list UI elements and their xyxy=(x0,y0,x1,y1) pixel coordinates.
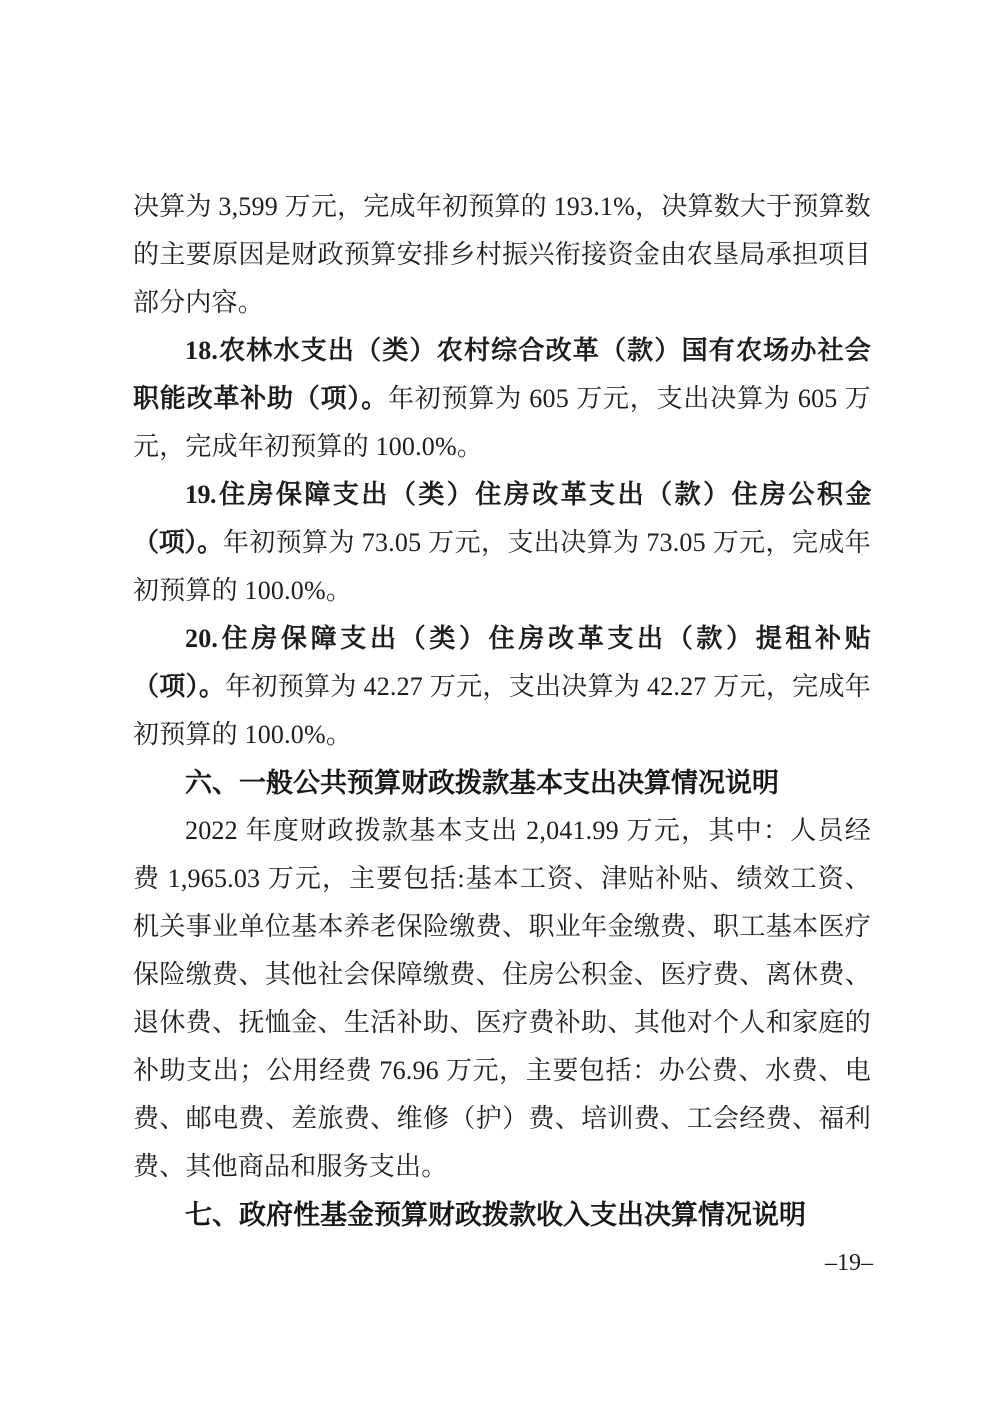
section-heading-seven: 七、政府性基金预算财政拨款收入支出决算情况说明 xyxy=(185,1200,806,1230)
paragraph-item-19 xyxy=(133,471,871,615)
item-18-lead: 18.农林水支出（类）农村综合改革（款）国有农场办社会职能改革补助（项）。 xyxy=(133,336,871,413)
item-18-body: 年初预算为 605 万元，支出决算为 605 万元，完成年初预算的 100.0%。 xyxy=(133,384,871,461)
paragraph-item-18 xyxy=(133,327,871,471)
item-19-body: 年初预算为 73.05 万元，支出决算为 73.05 万元，完成年初预算的 100.0%。 xyxy=(133,528,871,605)
paragraph-section-six: 2022 年度财政拨款基本支出 2,041.99 万元，其中：人员经费 1,965.03 万元，主要包括:基本工资、津贴补贴、绩效工资、机关事业单位基本养老保险缴费、职业年金缴费、职工基本医疗保险缴费、其他社会保障缴费、住房公积金、医疗费、离休费、退休费、抚恤金、生活补助、医疗费补助、其他对个人和家庭的补助支出；公用经费 76.96 万元，主要包括：办公费、水费、电费、邮电费、差旅费、维修（护）费、培训费、工会经费、福利费、其他商品和服务支出。 xyxy=(133,816,871,1181)
item-19-lead: 19.住房保障支出（类）住房改革支出（款）住房公积金（项）。 xyxy=(133,480,871,557)
page-number: –19– xyxy=(825,1250,873,1276)
item-20-lead: 20.住房保障支出（类）住房改革支出（款）提租补贴（项）。 xyxy=(133,624,871,701)
item-20-body: 年初预算为 42.27 万元，支出决算为 42.27 万元，完成年初预算的 100.0%。 xyxy=(133,672,871,749)
paragraph-item-20 xyxy=(133,615,871,759)
section-heading-six: 六、一般公共预算财政拨款基本支出决算情况说明 xyxy=(185,768,779,798)
document-body xyxy=(133,183,871,1239)
paragraph-continuation: 决算为 3,599 万元，完成年初预算的 193.1%，决算数大于预算数的主要原因是财政预算安排乡村振兴衔接资金由农垦局承担项目部分内容。 xyxy=(133,192,871,317)
